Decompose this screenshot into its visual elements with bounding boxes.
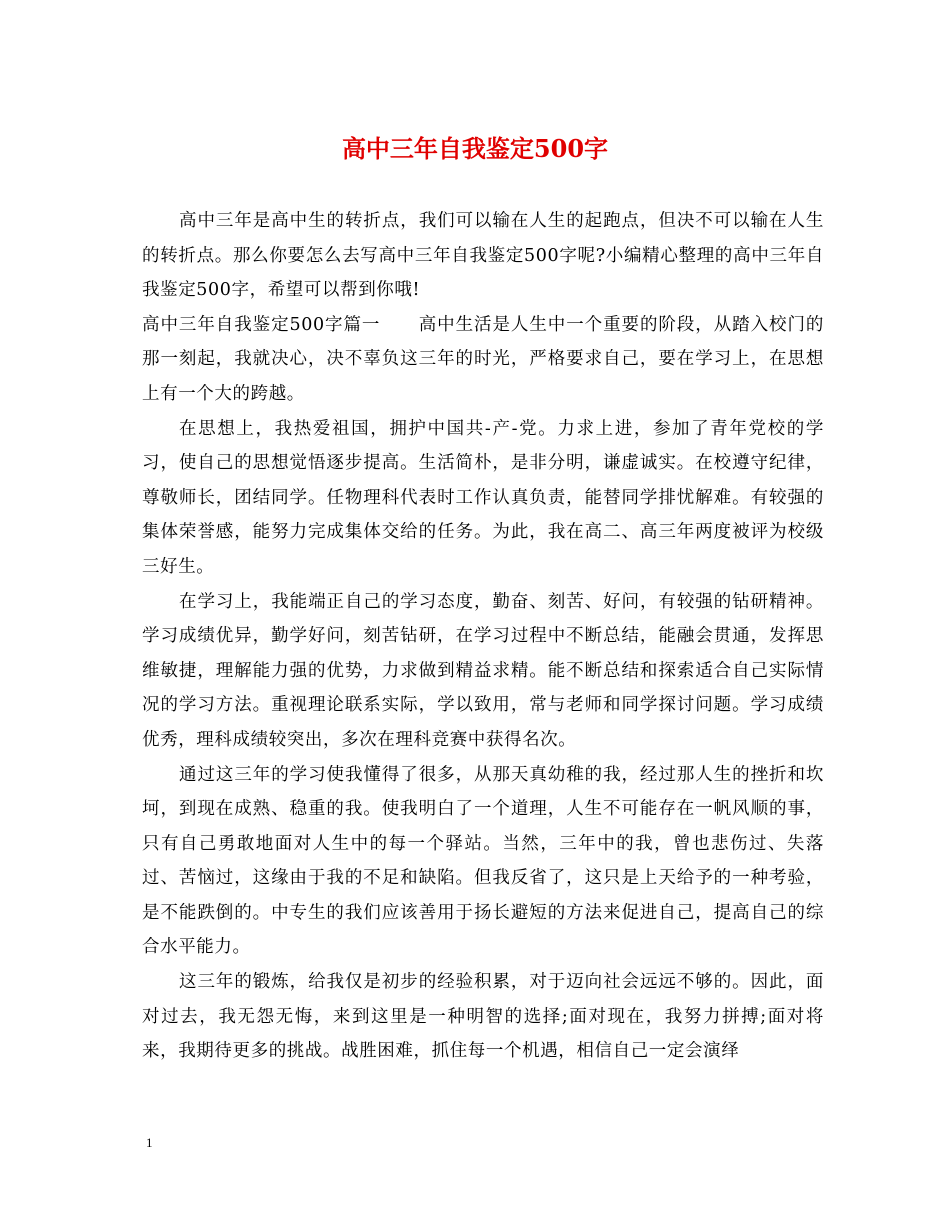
page-number: 1 bbox=[146, 1135, 153, 1150]
study-paragraph: 在学习上，我能端正自己的学习态度，勤奋、刻苦、好问，有较强的钻研精神。学习成绩优异，勤学好问，刻苦钻研，在学习过程中不断总结，能融会贯通，发挥思维敏捷，理解能力强的优势，力求做到精益求精。能不断总结和探索适合自己实际情况的学习方法。重视理论联系实际，学以致用，常与老师和同学探讨问题。学习成绩优秀，理科成绩较突出，多次在理科竞赛中获得名次。 bbox=[142, 591, 824, 750]
growth-paragraph: 通过这三年的学习使我懂得了很多，从那天真幼稚的我，经过那人生的挫折和坎坷，到现在成熟、稳重的我。使我明白了一个道理，人生不可能存在一帆风顺的事，只有自己勇敢地面对人生中的每一个驿站。当然，三年中的我，曾也悲伤过、失落过、苦恼过，这缘由于我的不足和缺陷。但我反省了，这只是上天给予的一种考验，是不能跌倒的。中专生的我们应该善用于扬长避短的方法来促进自己，提高自己的综合水平能力。 bbox=[142, 764, 824, 958]
section-paragraph bbox=[142, 308, 824, 412]
section-opening: 高中生活是人生中一个重要的阶段，从踏入校门的那一刻起，我就决心，决不辜负这三年的时光，严格要求自己，要在学习上，在思想上有一个大的跨越。 bbox=[142, 314, 824, 404]
future-paragraph: 这三年的锻炼，给我仅是初步的经验积累，对于迈向社会远远不够的。因此，面对过去，我无怨无悔，来到这里是一种明智的选择;面对现在，我努力拼搏;面对将来，我期待更多的挑战。战胜困难，抓住每一个机遇，相信自己一定会演绎 bbox=[142, 972, 824, 1062]
intro-paragraph: 高中三年是高中生的转折点，我们可以输在人生的起跑点，但决不可以输在人生的转折点。那么你要怎么去写高中三年自我鉴定500字呢?小编精心整理的高中三年自我鉴定500字，希望可以帮到你哦! bbox=[142, 211, 824, 301]
document-body bbox=[142, 204, 824, 1069]
section-heading: 高中三年自我鉴定500字篇一 bbox=[142, 314, 381, 335]
thought-paragraph: 在思想上，我热爱祖国，拥护中国共-产-党。力求上进，参加了青年党校的学习，使自己的思想觉悟逐步提高。生活简朴，是非分明，谦虚诚实。在校遵守纪律，尊敬师长，团结同学。任物理科代表时工作认真负责，能替同学排忧解难。有较强的集体荣誉感，能努力完成集体交给的任务。为此，我在高二、高三年两度被评为校级三好生。 bbox=[142, 418, 824, 577]
page-title: 高中三年自我鉴定500字 bbox=[341, 134, 609, 163]
